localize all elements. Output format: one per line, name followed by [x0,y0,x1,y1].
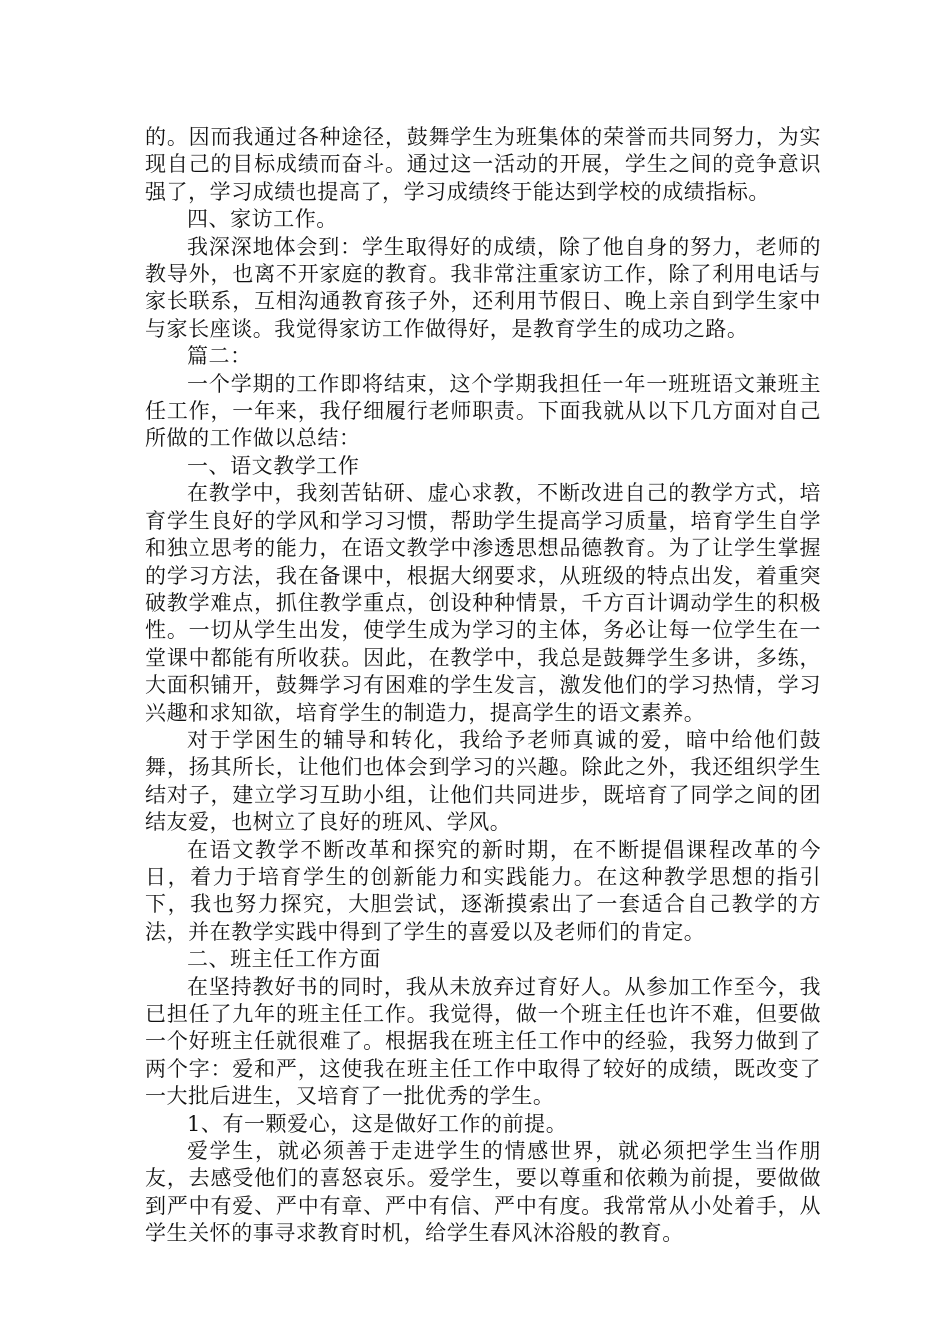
paragraph-continuation: 的。因而我通过各种途径，鼓舞学生为班集体的荣誉而共同努力，为实现自己的目标成绩而奋斗。通过这一活动的开展，学生之间的竞争意识强了，学习成绩也提高了，学习成绩终于能达到学校的成绩指标。 [145,125,821,204]
paragraph-teaching: 在教学中，我刻苦钻研、虚心求教，不断改进自己的教学方式，培育学生良好的学风和学习习惯，帮助学生提高学习质量，培育学生自学和独立思考的能力，在语文教学中渗透思想品德教育。为了让学生掌握的学习方法，我在备课中，根据大纲要求，从班级的特点出发，着重突破教学难点，抓住教学重点，创设种种情景，千方百计调动学生的积极性。一切从学生出发，使学生成为学习的主体，务必让每一位学生在一堂课中都能有所收获。因此，在教学中，我总是鼓舞学生多讲，多练，大面积铺开，鼓舞学习有困难的学生发言，激发他们的学习热情，学习兴趣和求知欲，培育学生的制造力，提高学生的语文素养。 [145,481,821,725]
paragraph-home-visit: 我深深地体会到：学生取得好的成绩，除了他自身的努力，老师的教导外，也离不开家庭的教育。我非常注重家访工作，除了利用电话与家长联系，互相沟通教育孩子外，还利用节假日、晚上亲自到学生家中与家长座谈。我觉得家访工作做得好，是教育学生的成功之路。 [145,234,821,341]
paragraph-love-students: 爱学生，就必须善于走进学生的情感世界，就必须把学生当作朋友，去感受他们的喜怒哀乐。爱学生，要以尊重和依赖为前提，要做做到严中有爱、严中有章、严中有信、严中有度。我常常从小处着手，从学生关怀的事寻求教育时机，给学生春风沐浴般的教育。 [145,1139,821,1246]
section-heading-head-teacher: 二、班主任工作方面 [187,947,381,972]
section-heading-chinese-teaching: 一、语文教学工作 [187,453,360,478]
paragraph-head-teacher: 在坚持教好书的同时，我从未放弃过育好人。从参加工作至今，我已担任了九年的班主任工作。我觉得，做一个班主任也许不难，但要做一个好班主任就很难了。根据我在班主任工作中的经验，我努力做到了两个字：爱和严，这使我在班主任工作中取得了较好的成绩，既改变了一大批后进生，又培育了一批优秀的学生。 [145,974,821,1109]
document-page [145,124,821,1248]
subsection-heading-love: 1、有一颗爱心，这是做好工作的前提。 [187,1111,568,1136]
paragraph-struggling-students: 对于学困生的辅导和转化，我给予老师真诚的爱，暗中给他们鼓舞，扬其所长，让他们也体会到学习的兴趣。除此之外，我还组织学生结对子，建立学习互助小组，让他们共同进步，既培育了同学之间的团结友爱，也树立了良好的班风、学风。 [145,727,821,835]
paragraph-reform: 在语文教学不断改革和探究的新时期，在不断提倡课程改革的今日，着力于培育学生的创新能力和实践能力。在这种教学思想的指引下，我也努力探究，大胆尝试，逐渐摸索出了一套适合自己教学的方法，并在教学实践中得到了学生的喜爱以及老师们的肯定。 [145,837,821,944]
part-two-heading: 篇二： [187,344,252,369]
section-heading-home-visit: 四、家访工作。 [187,207,338,232]
paragraph-intro: 一个学期的工作即将结束，这个学期我担任一年一班班语文兼班主任工作，一年来，我仔细履行老师职责。下面我就从以下几方面对自己所做的工作做以总结： [145,371,821,451]
